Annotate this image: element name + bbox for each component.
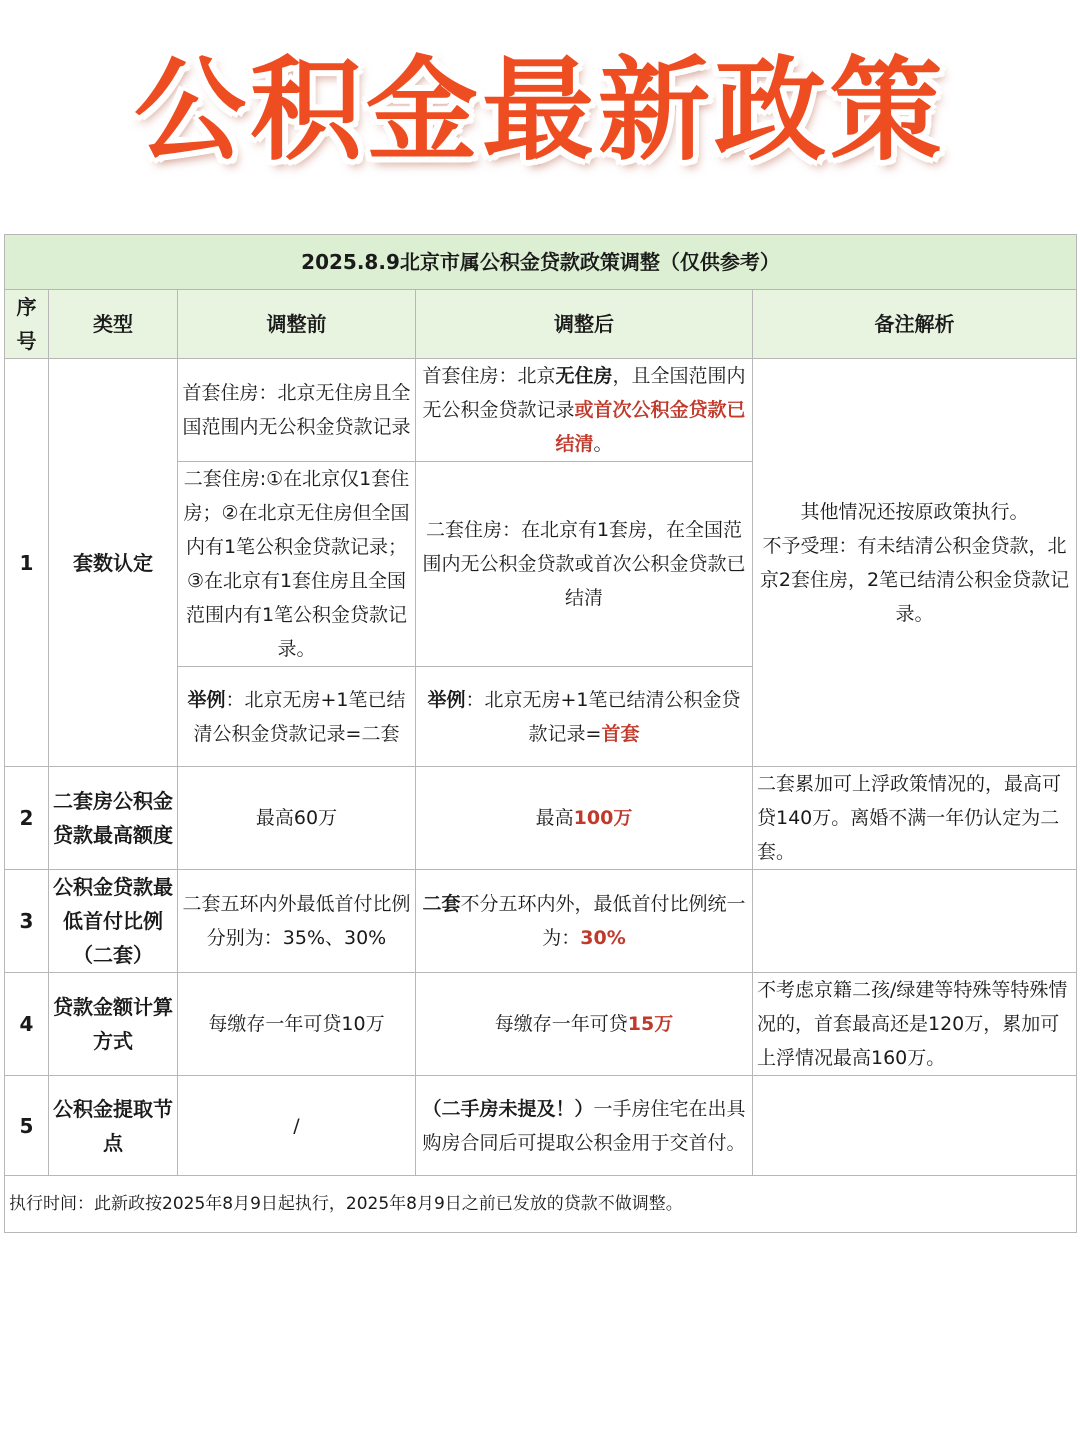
table-row bbox=[5, 870, 1077, 973]
after-cell bbox=[416, 667, 753, 767]
banner bbox=[0, 0, 1080, 222]
table-header-row bbox=[5, 290, 1077, 359]
table-row bbox=[5, 1076, 1077, 1176]
row-type: 公积金提取节点 bbox=[49, 1076, 178, 1176]
text-segment: ：北京无房+1笔已结清公积金贷款记录=二套 bbox=[193, 688, 406, 745]
bold-segment: （二手房未提及！） bbox=[422, 1097, 594, 1120]
execution-time-note: 执行时间：此新政按2025年8月9日起执行，2025年8月9日之前已发放的贷款不做调整。 bbox=[5, 1176, 1077, 1233]
before-cell: 每缴存一年可贷10万 bbox=[178, 973, 416, 1076]
before-cell bbox=[178, 667, 416, 767]
after-cell bbox=[416, 973, 753, 1076]
after-cell bbox=[416, 359, 753, 462]
policy-table bbox=[4, 234, 1077, 1233]
row-type: 套数认定 bbox=[49, 359, 178, 767]
highlight-segment: 100万 bbox=[573, 807, 633, 829]
notes-cell bbox=[753, 870, 1077, 973]
bold-segment: 举例 bbox=[427, 688, 466, 711]
row-number: 4 bbox=[5, 973, 49, 1076]
text-segment: ：北京无房+1笔已结清公积金贷款记录= bbox=[465, 688, 741, 745]
text-segment: 首套住房：北京 bbox=[422, 365, 556, 387]
text-segment: ，且全国范围内无公积金贷款记录 bbox=[422, 365, 746, 421]
row-type: 贷款金额计算方式 bbox=[49, 973, 178, 1076]
highlight-segment: 首套 bbox=[601, 722, 640, 745]
bold-segment: 无住房 bbox=[555, 365, 613, 387]
header-number: 序号 bbox=[5, 290, 49, 359]
notes-cell bbox=[753, 359, 1077, 767]
note-line: 其他情况还按原政策执行。 bbox=[800, 500, 1029, 523]
notes-cell: 二套累加可上浮政策情况的，最高可贷140万。离婚不满一年仍认定为二套。 bbox=[753, 767, 1077, 870]
after-cell: 二套住房：在北京有1套房，在全国范围内无公积金贷款或首次公积金贷款已结清 bbox=[416, 462, 753, 667]
table-row bbox=[5, 973, 1077, 1076]
text-segment: 。 bbox=[593, 433, 613, 455]
before-cell: 最高60万 bbox=[178, 767, 416, 870]
bold-segment: 二套 bbox=[422, 893, 461, 915]
row-type: 公积金贷款最低首付比例（二套） bbox=[49, 870, 178, 973]
row-number: 1 bbox=[5, 359, 49, 767]
before-cell: / bbox=[178, 1076, 416, 1176]
text-segment: 每缴存一年可贷 bbox=[494, 1013, 628, 1035]
note-line: 不予受理：有未结清公积金贷款，北京2套住房，2笔已结清公积金贷款记录。 bbox=[759, 534, 1070, 625]
after-cell bbox=[416, 870, 753, 973]
row-type: 二套房公积金贷款最高额度 bbox=[49, 767, 178, 870]
after-cell bbox=[416, 1076, 753, 1176]
header-before: 调整前 bbox=[178, 290, 416, 359]
row-number: 2 bbox=[5, 767, 49, 870]
notes-cell: 不考虑京籍二孩/绿建等特殊等特殊情况的，首套最高还是120万，累加可上浮情况最高160万。 bbox=[753, 973, 1077, 1076]
highlight-segment: 或首次公积金贷款已结清 bbox=[555, 399, 746, 455]
text-segment: 最高 bbox=[535, 807, 574, 829]
header-after: 调整后 bbox=[416, 290, 753, 359]
bold-segment: 举例 bbox=[187, 688, 226, 711]
before-cell: 首套住房：北京无住房且全国范围内无公积金贷款记录 bbox=[178, 359, 416, 462]
notes-cell bbox=[753, 1076, 1077, 1176]
highlight-segment: 15万 bbox=[627, 1013, 674, 1035]
text-segment: 一手房住宅在出具购房合同后可提取公积金用于交首付。 bbox=[422, 1097, 746, 1154]
policy-table-wrapper bbox=[4, 234, 1076, 1233]
row-number: 3 bbox=[5, 870, 49, 973]
header-type: 类型 bbox=[49, 290, 178, 359]
row-number: 5 bbox=[5, 1076, 49, 1176]
table-row bbox=[5, 767, 1077, 870]
table-footer-row bbox=[5, 1176, 1077, 1233]
table-row bbox=[5, 359, 1077, 462]
before-cell: 二套住房:①在北京仅1套住房；②在北京无住房但全国内有1笔公积金贷款记录；③在北京有1套住房且全国范围内有1笔公积金贷款记录。 bbox=[178, 462, 416, 667]
highlight-segment: 30% bbox=[580, 927, 626, 949]
table-caption: 2025.8.9北京市属公积金贷款政策调整（仅供参考） bbox=[5, 235, 1077, 290]
before-cell: 二套五环内外最低首付比例分别为：35%、30% bbox=[178, 870, 416, 973]
banner-title: 公积金最新政策 bbox=[134, 46, 946, 176]
text-segment: 不分五环内外，最低首付比例统一为： bbox=[460, 893, 746, 949]
table-caption-row bbox=[5, 235, 1077, 290]
header-notes: 备注解析 bbox=[753, 290, 1077, 359]
after-cell bbox=[416, 767, 753, 870]
